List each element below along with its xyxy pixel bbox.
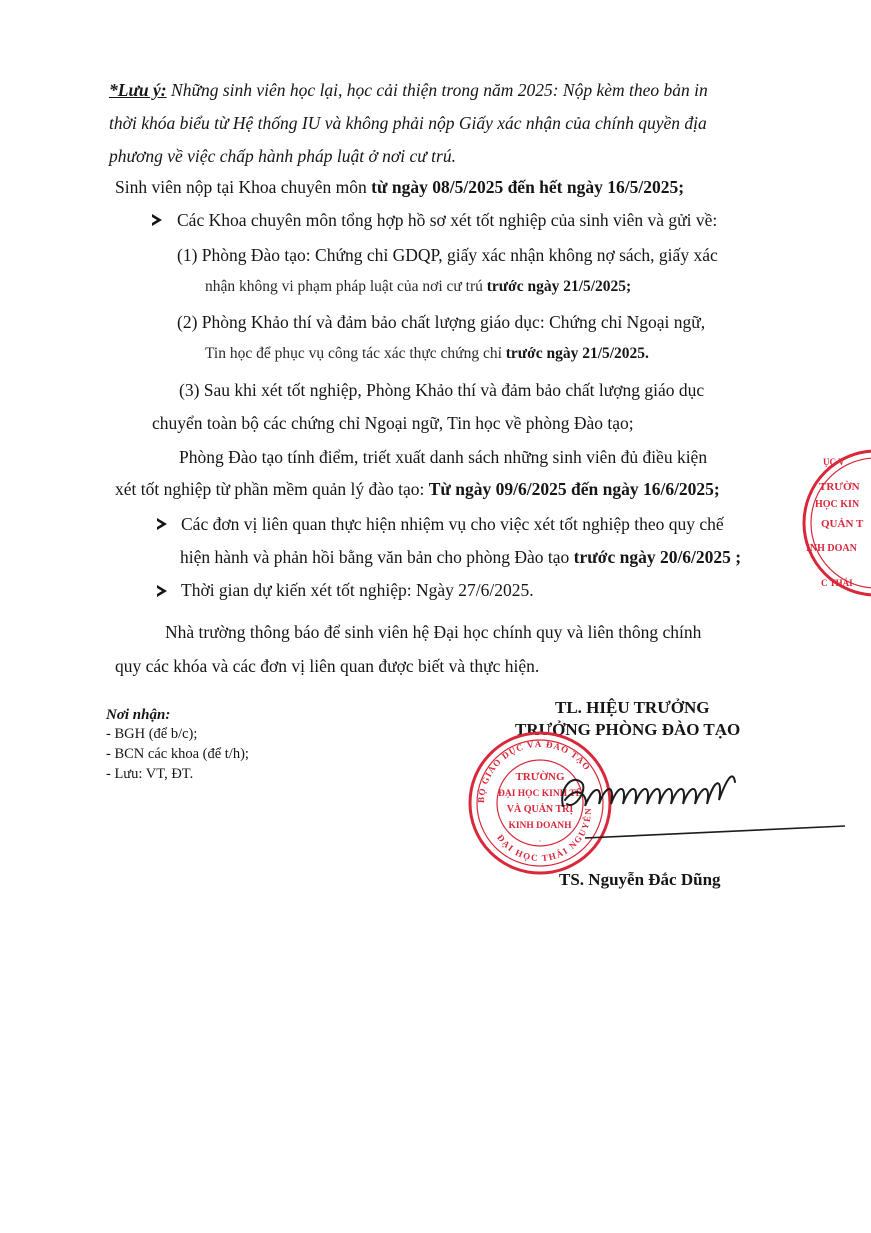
office-text: xét tốt nghiệp từ phần mềm quản lý đào tạo: — [115, 479, 429, 499]
signer-name: TS. Nguyễn Đắc Dũng — [559, 870, 721, 889]
edge-seal-line: INH DOAN — [806, 543, 857, 554]
submit-text: Sinh viên nộp tại Khoa chuyên môn — [115, 177, 372, 197]
office-dates: Từ ngày 09/6/2025 đến ngày 16/6/2025; — [428, 479, 720, 499]
seal-bottom-text: ĐẠI HỌC THÁI NGUYÊN — [495, 806, 594, 864]
seal-dot: · — [538, 836, 542, 846]
sub-1-text: nhận không vi phạm pháp luật của nơi cư trú — [205, 278, 487, 295]
edge-seal-line: ỤC V — [823, 457, 845, 467]
seal-line-3: VÀ QUẢN TRỊ — [506, 804, 574, 815]
bullet-2-text: hiện hành và phản hồi bằng văn bản cho phòng Đào tạo — [180, 547, 574, 567]
edge-seal-line: QUẢN T — [821, 518, 864, 530]
sub-2-deadline: trước ngày 21/5/2025. — [505, 345, 649, 362]
sub-2-text: Tin học để phục vụ công tác xác thực chứng chỉ — [205, 345, 506, 362]
note-line-2: thời khóa biểu từ Hệ thống IU và không phải nộp Giấy xác nhận của chính quyền địa — [109, 113, 707, 133]
office-line-1: Phòng Đào tạo tính điểm, triết xuất danh sách những sinh viên đủ điều kiện — [179, 447, 708, 467]
recipients-title: Nơi nhận: — [106, 707, 171, 723]
sub-1-deadline: trước ngày 21/5/2025; — [486, 278, 632, 295]
submit-line — [115, 176, 684, 198]
office-line-2 — [115, 478, 720, 500]
bullet-2-line-1: Các đơn vị liên quan thực hiện nhiệm vụ cho việc xét tốt nghiệp theo quy chế — [181, 514, 724, 534]
item-3-line-1: (3) Sau khi xét tốt nghiệp, Phòng Khảo thí và đảm bảo chất lượng giáo dục — [179, 380, 705, 400]
seal-line-4: KINH DOANH — [508, 821, 572, 831]
submit-dates: từ ngày 08/5/2025 đến hết ngày 16/5/2025; — [371, 177, 685, 197]
edge-seal-line: C THÁI — [821, 578, 853, 588]
note-label: *Lưu ý: — [109, 80, 167, 100]
edge-seal — [801, 448, 871, 598]
bullet-1-sub-1-line-1: (1) Phòng Đào tạo: Chứng chỉ GDQP, giấy xác nhận không nợ sách, giấy xác — [177, 245, 718, 265]
item-3-line-2: chuyển toàn bộ các chứng chỉ Ngoại ngữ, Tin học về phòng Đào tạo; — [152, 413, 634, 433]
edge-seal-line: TRƯỜN — [819, 481, 860, 493]
closing-line-2: quy các khóa và các đơn vị liên quan được biết và thực hiện. — [115, 656, 540, 676]
note-line-3: phương về việc chấp hành pháp luật ở nơi cư trú. — [109, 146, 456, 166]
bullet-arrow-icon — [157, 518, 167, 530]
bullet-2-line-2 — [180, 546, 741, 568]
signature-title-2: TRƯỞNG PHÒNG ĐÀO TẠO — [515, 720, 741, 739]
bullet-arrow-icon — [157, 585, 167, 597]
bullet-1-sub-2-line-1: (2) Phòng Khảo thí và đảm bảo chất lượng giáo dục: Chứng chỉ Ngoại ngữ, — [177, 312, 706, 332]
handwritten-signature — [545, 760, 850, 840]
recipient-item: - BGH (để b/c); — [106, 726, 198, 742]
bullet-1-text: Các Khoa chuyên môn tổng hợp hồ sơ xét tốt nghiệp của sinh viên và gửi về: — [177, 210, 718, 230]
seal-outer-text: BỘ GIÁO DỤC VÀ ĐÀO TẠO — [475, 738, 593, 804]
seal-line-2: ĐẠI HỌC KINH TẾ — [497, 789, 583, 799]
signature-title-1: TL. HIỆU TRƯỞNG — [555, 698, 710, 717]
bullet-3-text: Thời gian dự kiến xét tốt nghiệp: Ngày 27/6/2025. — [181, 580, 534, 600]
edge-seal-line: HỌC KIN — [815, 499, 860, 510]
seal-line-1: TRƯỜNG — [515, 771, 565, 783]
bullet-arrow-icon — [152, 214, 162, 226]
recipient-item: - Lưu: VT, ĐT. — [106, 766, 194, 782]
note-line-1 — [109, 79, 708, 101]
note-text-1: Những sinh viên học lại, học cải thiện trong năm 2025: Nộp kèm theo bản in — [166, 80, 708, 100]
bullet-1-sub-2-line-2 — [205, 343, 649, 365]
recipient-item: - BCN các khoa (để t/h); — [106, 746, 249, 762]
bullet-1-sub-1-line-2 — [205, 276, 631, 298]
closing-line-1: Nhà trường thông báo để sinh viên hệ Đại học chính quy và liên thông chính — [165, 622, 702, 642]
bullet-2-deadline: trước ngày 20/6/2025 ; — [573, 547, 742, 567]
